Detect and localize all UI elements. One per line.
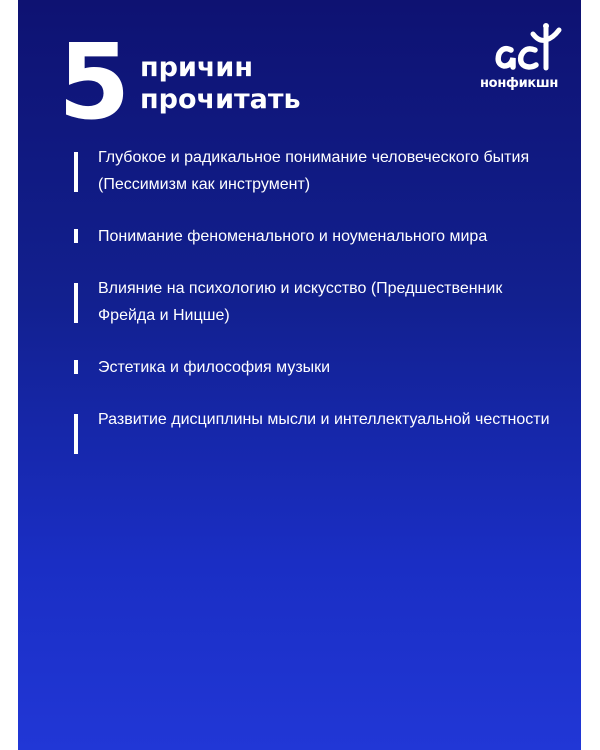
list-item <box>74 275 554 329</box>
title-line-2: прочитать <box>140 84 301 115</box>
list-item <box>74 406 554 433</box>
logo-figure-icon <box>533 23 559 68</box>
bullet-bar-icon <box>74 414 78 454</box>
reasons-card <box>18 0 581 750</box>
page-title <box>140 52 301 116</box>
bullet-bar-icon <box>74 360 78 374</box>
reason-text: Влияние на психологию и искусство (Предшественник Фрейда и Ницше) <box>98 280 503 324</box>
list-item <box>74 144 554 198</box>
bullet-bar-icon <box>74 283 78 323</box>
reason-text: Глубокое и радикальное понимание человеческого бытия (Пессимизм как инструмент) <box>98 149 530 193</box>
reasons-list <box>74 144 554 458</box>
logo-letters-icon <box>498 49 536 67</box>
logo-subtitle: нонфикшн <box>480 76 559 91</box>
big-number: 5 <box>58 21 129 143</box>
list-item <box>74 223 554 250</box>
list-item <box>74 354 554 381</box>
title-line-1: причин <box>140 52 254 83</box>
bullet-bar-icon <box>74 229 78 243</box>
bullet-bar-icon <box>74 152 78 192</box>
reason-text: Понимание феноменального и ноуменального мира <box>98 228 488 245</box>
reason-text: Развитие дисциплины мысли и интеллектуальной честности <box>98 411 550 428</box>
reason-text: Эстетика и философия музыки <box>98 359 331 376</box>
